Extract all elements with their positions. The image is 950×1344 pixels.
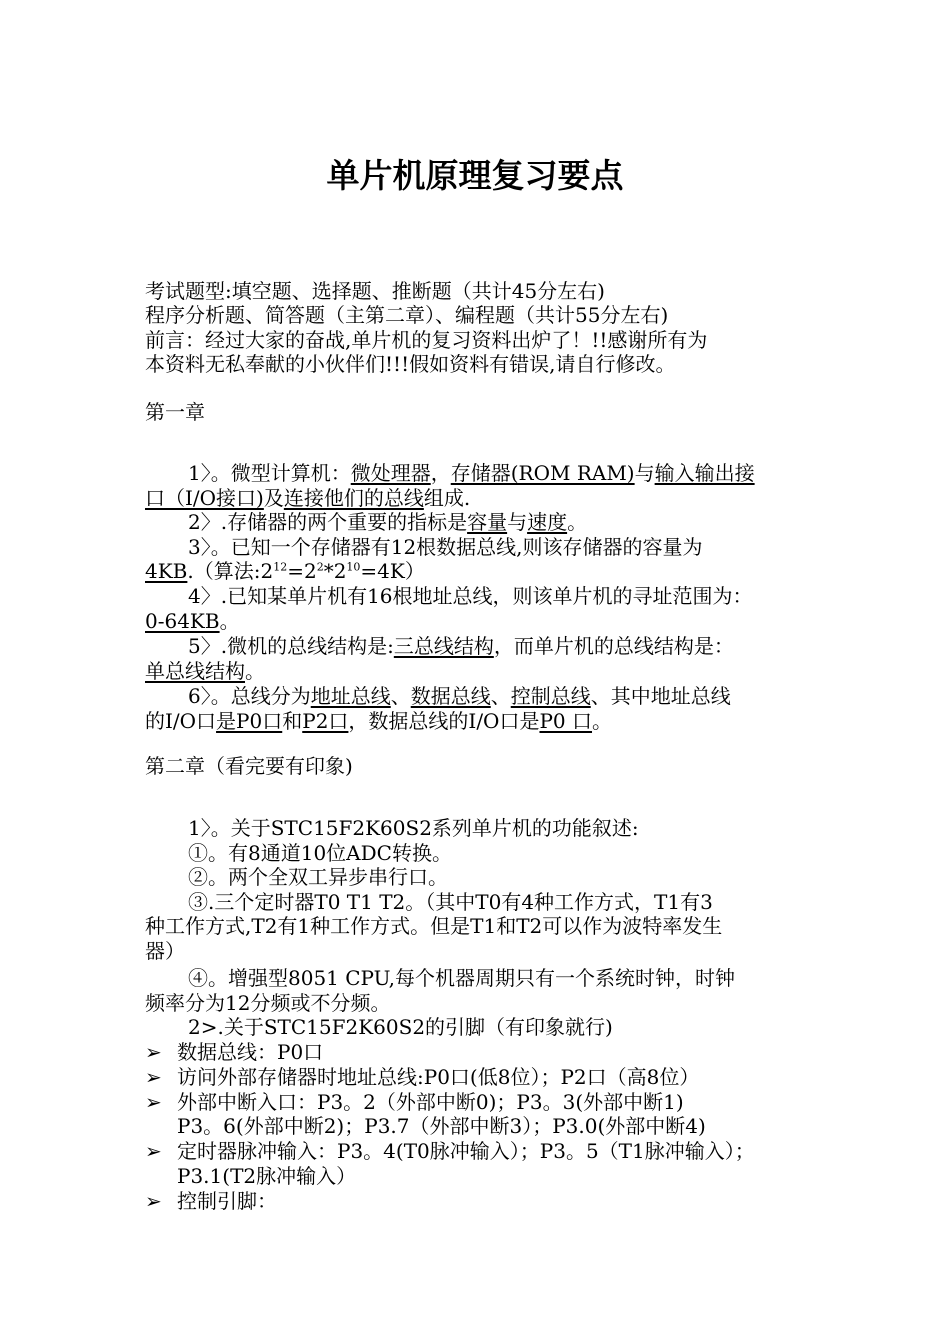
exam-types-line-2: 程序分析题、简答题（主第二章）、编程题（共计55分左右): [145, 303, 669, 327]
ch1-item-6-line-1: [188, 683, 731, 709]
ch1-item-6-line-2: [145, 708, 612, 734]
answer: 单总线结构: [145, 659, 245, 683]
ch1-item-3-line-2: [145, 558, 425, 584]
text: 与: [634, 461, 655, 485]
bullet-item-interrupts-line-2: P3。6(外部中断2)；P3.7（外部中断3）；P3.0(外部中断4): [177, 1114, 706, 1138]
bullet-item-timer-inputs-line-2: P3.1(T2脉冲输入）: [177, 1164, 357, 1188]
answer: 控制总线: [510, 684, 591, 708]
preface-line-2: 本资料无私奉献的小伙伴们!!!假如资料有错误,请自行修改。: [145, 352, 676, 376]
arrow-bullet-icon: ➢: [145, 1040, 162, 1064]
ch2-line-8: 频率分为12分频或不分频。: [145, 991, 391, 1015]
text: 组成.: [423, 486, 471, 510]
ch1-item-5-line-1: [188, 633, 734, 659]
text: 与: [507, 510, 528, 534]
ch1-item-4-line-2: [145, 608, 240, 634]
text: 。: [592, 709, 613, 733]
text: 的I/O口: [145, 709, 217, 733]
answer: 连接他们的总线: [283, 486, 424, 510]
ch2-line-3: ②。两个全双工异步串行口。: [188, 865, 448, 889]
text: 。: [245, 659, 265, 683]
ch2-line-1: 1〉。关于STC15F2K60S2系列单片机的功能叙述:: [188, 816, 639, 840]
text: .（算法:2: [187, 559, 274, 583]
arrow-bullet-icon: ➢: [145, 1139, 162, 1163]
exponent: 2: [316, 560, 324, 574]
text: 、: [490, 684, 511, 708]
text: =2: [287, 559, 317, 583]
arrow-bullet-icon: ➢: [145, 1065, 162, 1089]
preface-line-1: 前言：经过大家的奋战,单片机的复习资料出炉了！!!感谢所有为: [145, 328, 708, 352]
answer: 微处理器: [350, 461, 431, 485]
bullet-item-data-bus: 数据总线：P0口: [177, 1040, 324, 1064]
ch1-item-5-line-2: [145, 658, 265, 684]
exam-types-line-1: 考试题型:填空题、选择题、推断题（共计45分左右): [145, 279, 605, 303]
text: ，: [430, 461, 451, 485]
ch1-item-4-line-1: 4〉.已知某单片机有16根地址总线，则该单片机的寻址范围为：: [188, 584, 753, 608]
answer: 输入输出接: [654, 461, 755, 485]
bullet-item-interrupts-line-1: 外部中断入口：P3。2（外部中断0)；P3。3(外部中断1): [177, 1090, 684, 1114]
text: 2〉.存储器的两个重要的指标是: [188, 510, 468, 534]
text: 1〉。微型计算机：: [188, 461, 351, 485]
bullet-item-timer-inputs-line-1: 定时器脉冲输入：P3。4(T0脉冲输入）；P3。5（T1脉冲输入）；: [177, 1139, 755, 1163]
text: 5〉.微机的总线结构是:: [188, 634, 394, 658]
answer: 是P0口: [216, 709, 283, 733]
ch1-item-3-line-1: 3〉。已知一个存储器有12根数据总线,则该存储器的容量为: [188, 535, 703, 559]
arrow-bullet-icon: ➢: [145, 1189, 162, 1213]
bullet-item-address-bus: 访问外部存储器时地址总线:P0口(低8位）；P2口（高8位）: [177, 1065, 700, 1089]
text: 、: [390, 684, 411, 708]
text: 和: [282, 709, 303, 733]
ch1-item-2: [188, 509, 587, 535]
ch2-line-4: ③.三个定时器T0 T1 T2。（其中T0有4种工作方式，T1有3: [188, 890, 713, 914]
chapter-2-heading: 第二章（看完要有印象): [145, 754, 353, 778]
ch2-line-2: ①。有8通道10位ADC转换。: [188, 841, 452, 865]
ch1-item-1-line-1: [188, 460, 755, 486]
answer: 0-64KB: [145, 609, 220, 633]
text: 、其中地址总线: [590, 684, 731, 708]
answer: P0 口: [539, 709, 593, 733]
text: 6〉。总线分为: [188, 684, 311, 708]
answer: P2口: [302, 709, 349, 733]
answer: 4KB: [145, 559, 188, 583]
answer: 地址总线: [310, 684, 391, 708]
text: =4K）: [360, 559, 425, 583]
arrow-bullet-icon: ➢: [145, 1090, 162, 1114]
chapter-1-heading: 第一章: [145, 400, 205, 424]
text: 及: [263, 486, 284, 510]
answer: 口（I/O接口): [145, 486, 264, 510]
text: 。: [567, 510, 588, 534]
ch2-line-6: 器）: [145, 939, 185, 963]
exponent: 10: [346, 560, 361, 574]
answer: 速度: [527, 510, 568, 534]
bullet-item-control-pins: 控制引脚：: [177, 1189, 277, 1213]
text: ，而单片机的总线结构是：: [493, 634, 734, 658]
text: ，数据总线的I/O口是: [348, 709, 540, 733]
answer: 三总线结构: [393, 634, 494, 658]
ch1-item-1-line-2: [145, 485, 470, 511]
text: *2: [323, 559, 347, 583]
ch2-line-5: 种工作方式,T2有1种工作方式。但是T1和T2可以作为波特率发生: [145, 914, 723, 938]
answer: 容量: [467, 510, 508, 534]
answer: 存储器(ROM RAM): [450, 461, 635, 485]
exponent: 12: [273, 560, 288, 574]
text: 。: [219, 609, 240, 633]
page-title: 单片机原理复习要点: [326, 156, 624, 195]
ch2-line-7: ④。增强型8051 CPU,每个机器周期只有一个系统时钟，时钟: [188, 966, 736, 990]
ch2-line-9: 2>.关于STC15F2K60S2的引脚（有印象就行): [188, 1015, 613, 1039]
answer: 数据总线: [410, 684, 491, 708]
